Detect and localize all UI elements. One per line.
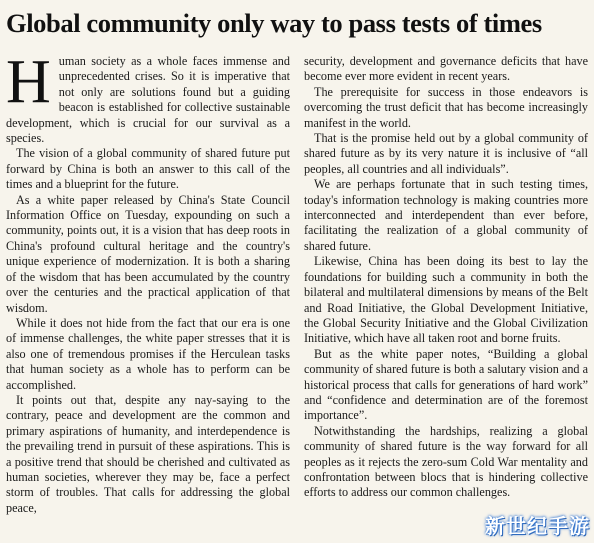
column-right: [304, 54, 588, 540]
paragraph: Notwithstanding the hardships, realizing a global community of shared future is the way forward for all peoples as it rejects the zero-sum Cold War mentality and confrontation between blocs that is hindering collective efforts to address our common challenges.: [304, 423, 588, 500]
column-left: [6, 54, 290, 540]
headline: Global community only way to pass tests of times: [6, 8, 542, 38]
paragraph: security, development and governance deficits that have become ever more evident in recent years.: [304, 54, 588, 84]
watermark-logo: 新世纪手游: [485, 514, 590, 538]
paragraph: We are perhaps fortunate that in such testing times, today's information technology is making countries more interconnected and interdependent than ever before, facilitating the realization of a global community of shared future.: [304, 177, 588, 253]
paragraph: That is the promise held out by a global community of shared future as by its very nature it is inclusive of “all peoples, all countries and all individuals”.: [304, 131, 588, 176]
paragraph: uman society as a whole faces immense and unprecedented crises. So it is imperative that not only are solutions found but a guiding beacon is established for collective sustainable development, which is crucial for our survival as a species.: [6, 54, 290, 146]
paragraph: The vision of a global community of shared future put forward by China is both an answer to this call of the times and a blueprint for the future.: [6, 146, 290, 192]
drop-cap: H: [6, 54, 51, 116]
article-body: [6, 54, 588, 540]
paragraph: Likewise, China has been doing its best to lay the foundations for building such a community in both the bilateral and multilateral dimensions by means of the Belt and Road Initiative, the Global Development Initiative, the Global Security Initiative and the Global Civilization Initiative, which have all taken root and borne fruits.: [304, 254, 588, 346]
paragraph: The prerequisite for success in those endeavors is overcoming the trust deficit that has become increasingly manifest in the world.: [304, 84, 588, 130]
paragraph: While it does not hide from the fact that our era is one of immense challenges, the white paper stresses that it is also one of tremendous promises if the Herculean tasks that human society as a whole has to perform can be accomplished.: [6, 315, 290, 392]
paragraph: But as the white paper notes, “Building a global community of shared future is both a salutary vision and a historical process that calls for generations of hard work” and “confidence and determination are of the foremost importance”.: [304, 346, 588, 423]
paragraph: As a white paper released by China's State Council Information Office on Tuesday, expounding on such a community, points out, it is a vision that has deep roots in China's profound cultural heritage and the country's unique experience of modernization. It is both a sharing of the wisdom that has been accumulated by the country over the centuries and the practical application of that wisdom.: [6, 192, 290, 315]
paragraph: It points out that, despite any nay-saying to the contrary, peace and development are the common and primary aspirations of humanity, and interdependence is the prevailing trend in pursuit of these aspirations. This is a positive trend that should be cherished and cultivated as human societies, wherever they may be, face a perfect storm of troubles. That calls for addressing the global peace,: [6, 392, 290, 515]
